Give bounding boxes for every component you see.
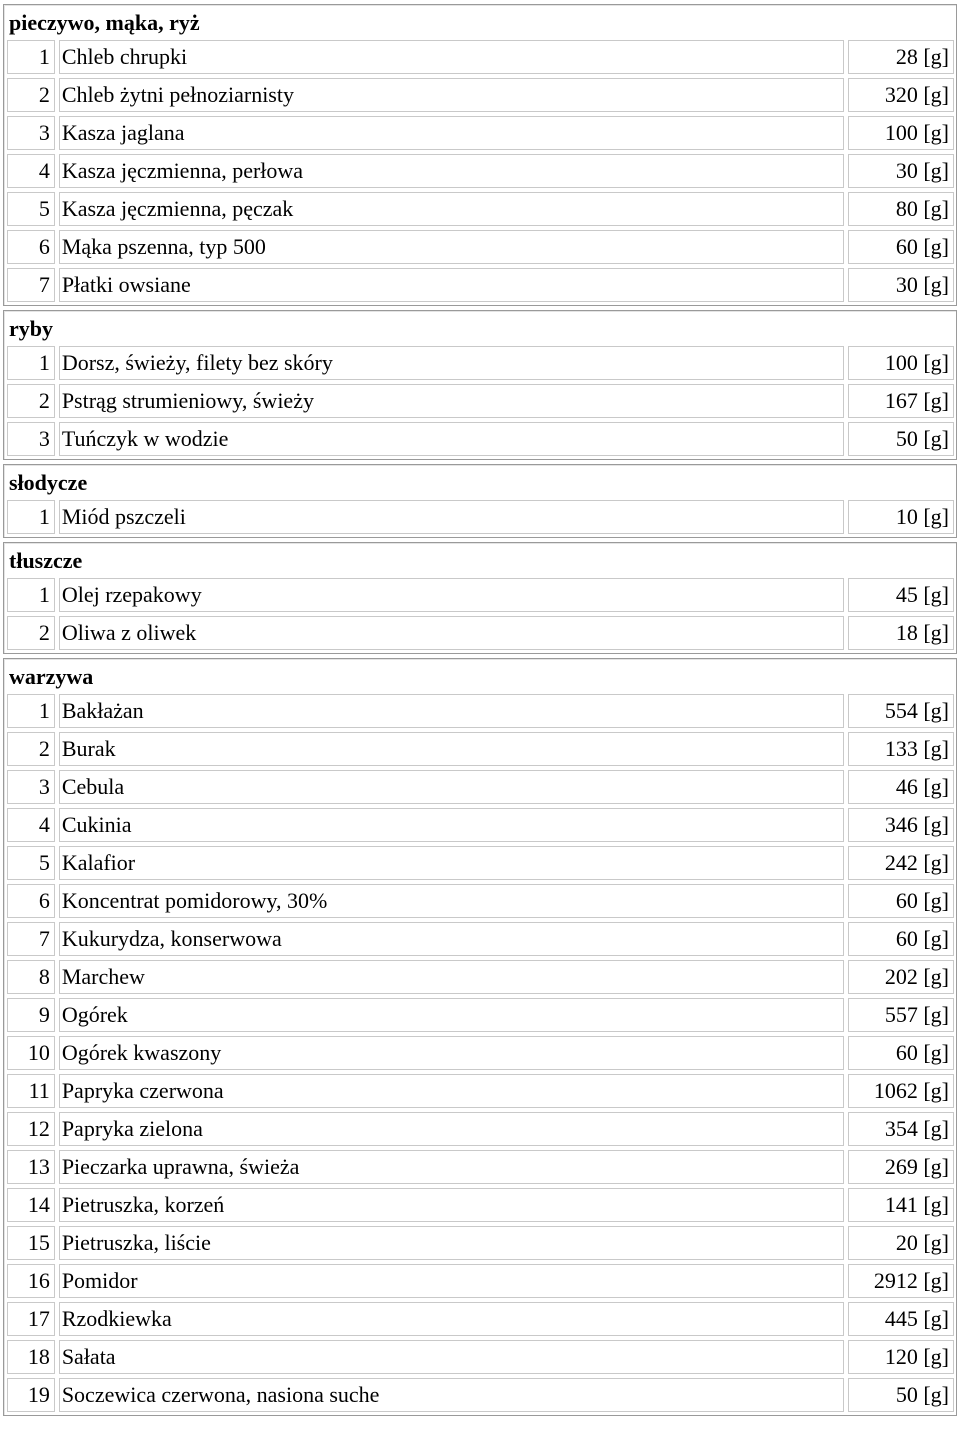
- item-name: Olej rzepakowy: [59, 578, 845, 612]
- item-quantity: 60 [g]: [848, 884, 954, 918]
- item-number: 10: [7, 1036, 55, 1070]
- item-number: 15: [7, 1226, 55, 1260]
- item-quantity: 2912 [g]: [848, 1264, 954, 1298]
- item-quantity: 354 [g]: [848, 1112, 954, 1146]
- item-quantity: 18 [g]: [848, 616, 954, 650]
- item-quantity: 141 [g]: [848, 1188, 954, 1222]
- item-quantity: 20 [g]: [848, 1226, 954, 1260]
- item-number: 1: [7, 500, 55, 534]
- item-name: Pstrąg strumieniowy, świeży: [59, 384, 845, 418]
- category-title: ryby: [9, 316, 53, 341]
- item-number: 4: [7, 154, 55, 188]
- item-number: 8: [7, 960, 55, 994]
- item-name: Cukinia: [59, 808, 845, 842]
- item-number: 6: [7, 230, 55, 264]
- list-item: [7, 578, 954, 612]
- list-item: [7, 884, 954, 918]
- item-name: Tuńczyk w wodzie: [59, 422, 845, 456]
- item-quantity: 80 [g]: [848, 192, 954, 226]
- item-name: Marchew: [59, 960, 845, 994]
- item-number: 12: [7, 1112, 55, 1146]
- item-quantity: 133 [g]: [848, 732, 954, 766]
- item-name: Soczewica czerwona, nasiona suche: [59, 1378, 845, 1412]
- list-item: [7, 998, 954, 1032]
- item-number: 1: [7, 346, 55, 380]
- list-item: [7, 808, 954, 842]
- item-number: 16: [7, 1264, 55, 1298]
- item-number: 1: [7, 694, 55, 728]
- item-name: Dorsz, świeży, filety bez skóry: [59, 346, 845, 380]
- list-item: [7, 346, 954, 380]
- item-quantity: 557 [g]: [848, 998, 954, 1032]
- item-number: 7: [7, 922, 55, 956]
- category-section: [3, 4, 957, 306]
- item-quantity: 28 [g]: [848, 40, 954, 74]
- list-item: [7, 40, 954, 74]
- category-title: słodycze: [9, 470, 88, 495]
- item-name: Papryka zielona: [59, 1112, 845, 1146]
- item-name: Papryka czerwona: [59, 1074, 845, 1108]
- item-name: Kasza jęczmienna, perłowa: [59, 154, 845, 188]
- item-name: Ogórek kwaszony: [59, 1036, 845, 1070]
- item-number: 3: [7, 116, 55, 150]
- list-item: [7, 1150, 954, 1184]
- item-quantity: 30 [g]: [848, 154, 954, 188]
- item-quantity: 60 [g]: [848, 230, 954, 264]
- item-number: 5: [7, 192, 55, 226]
- item-quantity: 50 [g]: [848, 422, 954, 456]
- item-number: 3: [7, 422, 55, 456]
- category-title: pieczywo, mąka, ryż: [9, 10, 200, 35]
- item-quantity: 60 [g]: [848, 922, 954, 956]
- list-item: [7, 770, 954, 804]
- item-quantity: 269 [g]: [848, 1150, 954, 1184]
- item-quantity: 100 [g]: [848, 116, 954, 150]
- list-item: [7, 500, 954, 534]
- item-number: 1: [7, 578, 55, 612]
- list-item: [7, 922, 954, 956]
- list-item: [7, 1188, 954, 1222]
- category-section: [3, 464, 957, 538]
- list-item: [7, 1378, 954, 1412]
- category-section: [3, 658, 957, 1416]
- list-item: [7, 230, 954, 264]
- item-name: Cebula: [59, 770, 845, 804]
- item-quantity: 30 [g]: [848, 268, 954, 302]
- list-item: [7, 1074, 954, 1108]
- item-number: 9: [7, 998, 55, 1032]
- item-quantity: 554 [g]: [848, 694, 954, 728]
- item-quantity: 10 [g]: [848, 500, 954, 534]
- list-item: [7, 1036, 954, 1070]
- item-number: 14: [7, 1188, 55, 1222]
- item-name: Koncentrat pomidorowy, 30%: [59, 884, 845, 918]
- item-quantity: 100 [g]: [848, 346, 954, 380]
- item-quantity: 167 [g]: [848, 384, 954, 418]
- list-item: [7, 1112, 954, 1146]
- category-title: tłuszcze: [9, 548, 83, 573]
- item-name: Pomidor: [59, 1264, 845, 1298]
- item-quantity: 346 [g]: [848, 808, 954, 842]
- item-quantity: 445 [g]: [848, 1302, 954, 1336]
- item-number: 2: [7, 732, 55, 766]
- category-section: [3, 542, 957, 654]
- item-name: Rzodkiewka: [59, 1302, 845, 1336]
- item-number: 2: [7, 78, 55, 112]
- item-name: Pietruszka, korzeń: [59, 1188, 845, 1222]
- list-item: [7, 78, 954, 112]
- item-name: Kukurydza, konserwowa: [59, 922, 845, 956]
- item-name: Burak: [59, 732, 845, 766]
- list-item: [7, 268, 954, 302]
- list-item: [7, 616, 954, 650]
- item-quantity: 120 [g]: [848, 1340, 954, 1374]
- item-name: Miód pszczeli: [59, 500, 845, 534]
- item-name: Ogórek: [59, 998, 845, 1032]
- category-title: warzywa: [9, 664, 94, 689]
- item-number: 17: [7, 1302, 55, 1336]
- list-item: [7, 960, 954, 994]
- item-quantity: 50 [g]: [848, 1378, 954, 1412]
- list-item: [7, 694, 954, 728]
- item-quantity: 242 [g]: [848, 846, 954, 880]
- item-number: 7: [7, 268, 55, 302]
- list-item: [7, 1302, 954, 1336]
- item-number: 2: [7, 616, 55, 650]
- item-number: 4: [7, 808, 55, 842]
- item-name: Kalafior: [59, 846, 845, 880]
- item-quantity: 46 [g]: [848, 770, 954, 804]
- list-item: [7, 1340, 954, 1374]
- category-section: [3, 310, 957, 460]
- list-item: [7, 732, 954, 766]
- item-quantity: 60 [g]: [848, 1036, 954, 1070]
- item-name: Sałata: [59, 1340, 845, 1374]
- item-name: Pieczarka uprawna, świeża: [59, 1150, 845, 1184]
- item-quantity: 45 [g]: [848, 578, 954, 612]
- item-number: 19: [7, 1378, 55, 1412]
- item-number: 3: [7, 770, 55, 804]
- item-name: Chleb żytni pełnoziarnisty: [59, 78, 845, 112]
- item-quantity: 320 [g]: [848, 78, 954, 112]
- item-name: Bakłażan: [59, 694, 845, 728]
- item-number: 6: [7, 884, 55, 918]
- list-item: [7, 1264, 954, 1298]
- item-quantity: 202 [g]: [848, 960, 954, 994]
- item-name: Kasza jęczmienna, pęczak: [59, 192, 845, 226]
- item-name: Oliwa z oliwek: [59, 616, 845, 650]
- list-item: [7, 422, 954, 456]
- list-item: [7, 116, 954, 150]
- item-number: 2: [7, 384, 55, 418]
- item-name: Chleb chrupki: [59, 40, 845, 74]
- list-item: [7, 384, 954, 418]
- item-number: 5: [7, 846, 55, 880]
- list-item: [7, 1226, 954, 1260]
- item-number: 11: [7, 1074, 55, 1108]
- item-name: Płatki owsiane: [59, 268, 845, 302]
- list-item: [7, 846, 954, 880]
- item-quantity: 1062 [g]: [848, 1074, 954, 1108]
- list-item: [7, 154, 954, 188]
- item-number: 13: [7, 1150, 55, 1184]
- item-number: 1: [7, 40, 55, 74]
- list-item: [7, 192, 954, 226]
- item-number: 18: [7, 1340, 55, 1374]
- item-name: Mąka pszenna, typ 500: [59, 230, 845, 264]
- item-name: Pietruszka, liście: [59, 1226, 845, 1260]
- item-name: Kasza jaglana: [59, 116, 845, 150]
